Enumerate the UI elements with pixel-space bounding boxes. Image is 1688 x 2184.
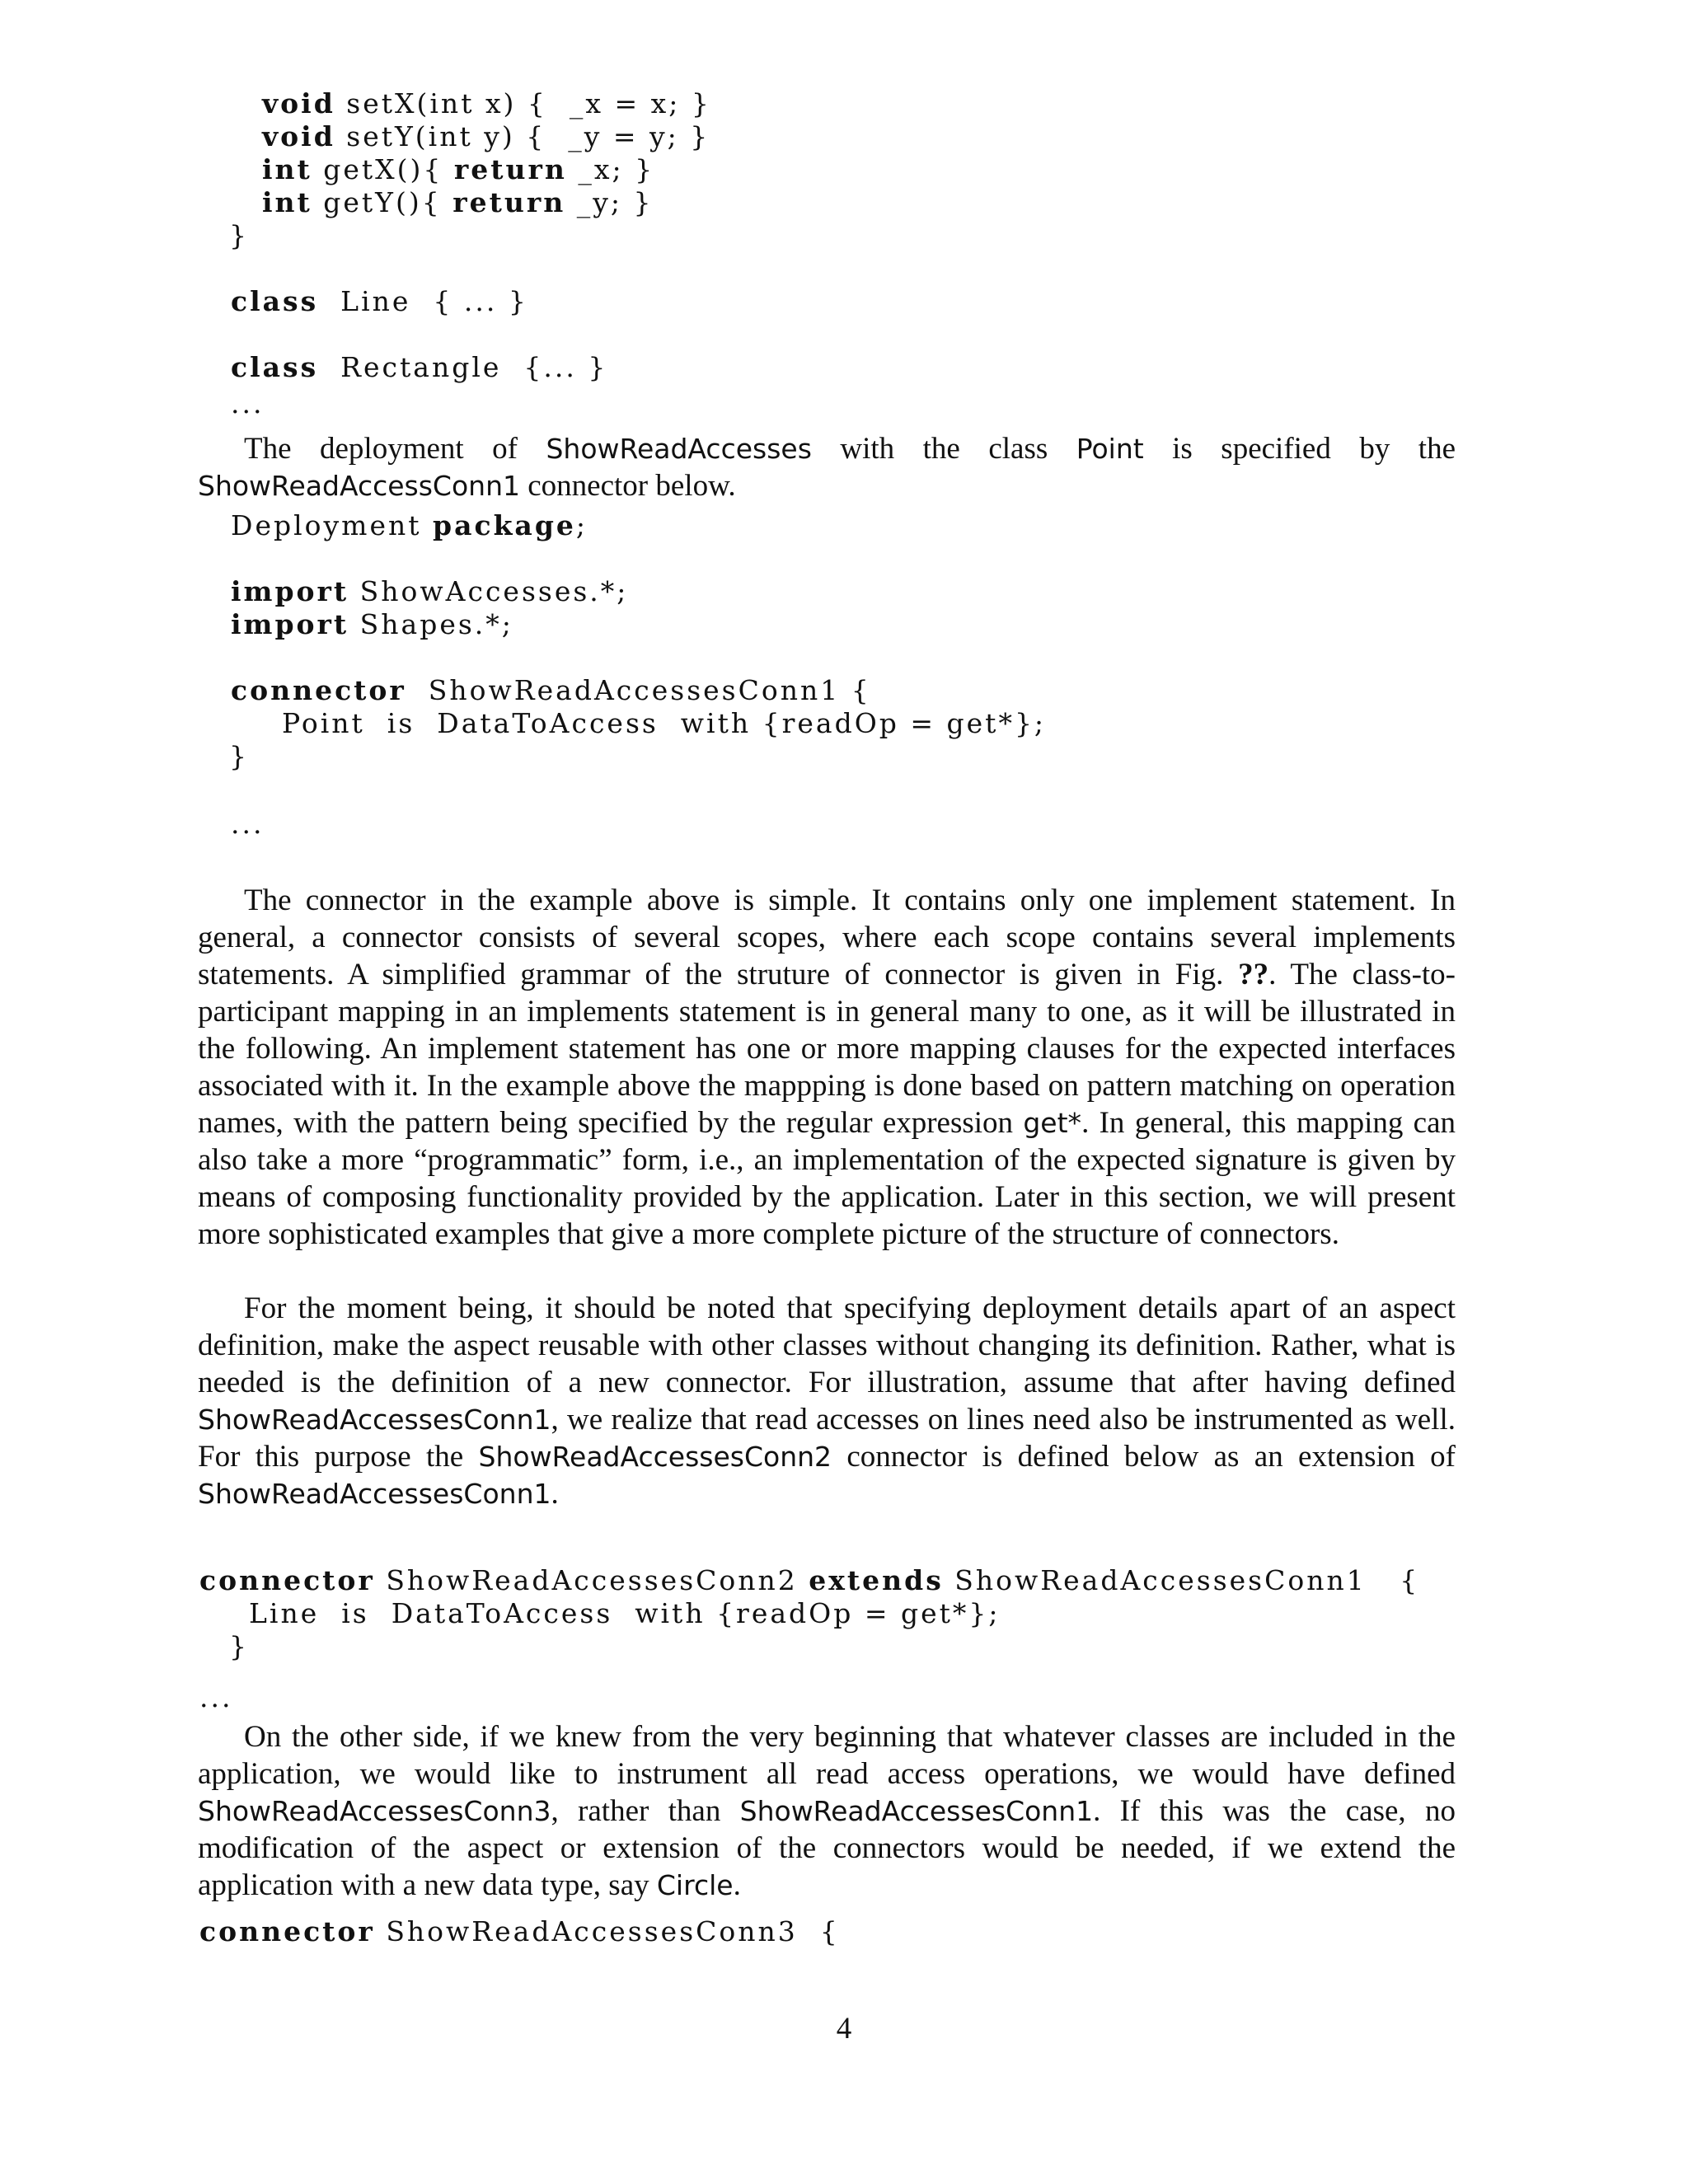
- code-line: connector ShowReadAccessesConn1 {: [231, 674, 871, 706]
- code-line: }: [229, 219, 249, 251]
- page-number: 4: [836, 2012, 852, 2046]
- code-line: void setX(int x) { _x = x; }: [262, 87, 711, 120]
- code-line: ...: [231, 387, 265, 419]
- code-line: ...: [231, 808, 265, 840]
- code-line: connector ShowReadAccessesConn2 extends ShowReadAccessesConn1 {: [199, 1564, 1420, 1596]
- code-line: class Rectangle {... }: [231, 351, 608, 383]
- code-line: void setY(int y) { _y = y; }: [262, 120, 710, 152]
- code-line: Deployment package;: [231, 509, 588, 541]
- code-line: import Shapes.*;: [231, 608, 513, 640]
- code-line: }: [229, 740, 249, 772]
- code-line: import ShowAccesses.*;: [231, 575, 629, 607]
- code-line: connector ShowReadAccessesConn3 {: [199, 1915, 840, 1947]
- code-line: Line is DataToAccess with {readOp = get*};: [249, 1597, 1001, 1629]
- code-line: Point is DataToAccess with {readOp = get*};: [282, 707, 1047, 739]
- code-line: int getY(){ return _y; }: [262, 186, 654, 218]
- code-line: ...: [199, 1681, 233, 1713]
- paragraph: The connector in the example above is simple. It contains only one implement statement. In general, a connector consists of several scopes, where each scope contains several implements statements. A simplified grammar of the struture of connector is given in Fig. ??. The class-to-participant mapping in an implements statement is in general many to one, as it will be illustrated in the following. An implement statement has one or more mapping clauses for the expected interfaces associated with it. In the example above the mappping is done based on pattern matching on operation names, with the pattern being specified by the regular expression get*. In general, this mapping can also take a more “programmatic” form, i.e., an implementation of the expected signature is given by means of composing functionality provided by the application. Later in this section, we will present more sophisticated examples that give a more complete picture of the structure of connectors.: [198, 883, 1456, 1251]
- code-line: int getX(){ return _x; }: [262, 153, 655, 185]
- paragraph: The deployment of ShowReadAccesses with the class Point is specified by the ShowReadAccessConn1 connector below.: [198, 432, 1456, 503]
- paragraph: For the moment being, it should be noted that specifying deployment details apart of an aspect definition, make the aspect reusable with other classes without changing its definition. Rather, what is needed is the definition of a new connector. For illustration, assume that after having defined ShowReadAccessesConn1, we realize that read accesses on lines need also be instrumented as well. For this purpose the ShowReadAccessesConn2 connector is defined below as an extension of ShowReadAccessesConn1.: [198, 1291, 1456, 1511]
- paragraph: On the other side, if we knew from the very beginning that whatever classes are included in the application, we would like to instrument all read access operations, we would have defined ShowReadAccessesConn3, rather than ShowReadAccessesConn1. If this was the case, no modification of the aspect or extension of the connectors would be needed, if we extend the application with a new data type, say Circle.: [198, 1720, 1456, 1902]
- code-line: class Line { ... }: [231, 285, 528, 317]
- code-line: }: [229, 1630, 249, 1662]
